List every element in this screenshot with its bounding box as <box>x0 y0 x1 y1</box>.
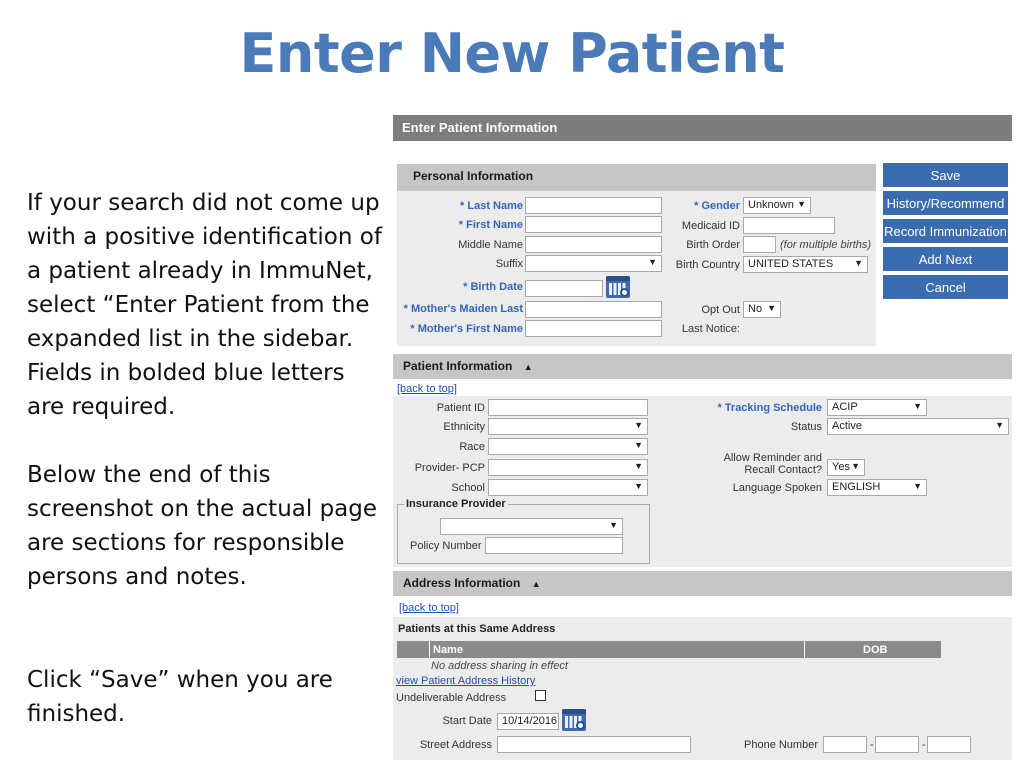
phone-line-input[interactable] <box>927 736 971 753</box>
middle-name-input[interactable] <box>525 236 662 253</box>
chevron-down-icon: ▼ <box>648 257 657 267</box>
section-title: Address Information <box>403 576 521 590</box>
slide-paragraph-1 <box>27 186 387 424</box>
opt-out-select[interactable]: No ▼ <box>743 301 781 318</box>
birth-country-select[interactable]: UNITED STATES ▼ <box>743 256 868 273</box>
last-notice-label: Last Notice: <box>681 323 740 335</box>
policy-number-label: Policy Number <box>410 540 482 552</box>
provider-pcp-select[interactable] <box>488 459 648 476</box>
chevron-down-icon: ▼ <box>995 420 1004 430</box>
back-to-top-link[interactable]: [back to top] <box>397 383 457 395</box>
medicaid-id-input[interactable] <box>743 217 835 234</box>
provider-pcp-label: Provider- PCP <box>414 462 485 474</box>
birth-date-label: * Birth Date <box>463 281 523 293</box>
policy-number-input[interactable] <box>485 537 623 554</box>
mothers-maiden-input[interactable] <box>525 301 662 318</box>
patient-id-label: Patient ID <box>436 402 485 414</box>
gender-select[interactable]: Unknown ▼ <box>743 197 811 214</box>
back-to-top-link[interactable]: [back to top] <box>399 602 459 614</box>
slide-title: Enter New Patient <box>239 22 785 85</box>
gender-label: * Gender <box>694 200 740 212</box>
chevron-down-icon: ▼ <box>609 520 618 530</box>
tracking-schedule-select[interactable]: ACIP ▼ <box>827 399 927 416</box>
patient-id-input[interactable] <box>488 399 648 416</box>
column-divider <box>804 641 805 658</box>
tracking-schedule-label: * Tracking Schedule <box>717 402 822 414</box>
view-address-history-link[interactable]: view Patient Address History <box>396 675 536 687</box>
first-name-label: * First Name <box>458 219 523 231</box>
calendar-icon[interactable] <box>562 709 586 731</box>
phone-prefix-input[interactable] <box>875 736 919 753</box>
suffix-select[interactable] <box>525 255 662 272</box>
birth-date-input[interactable] <box>525 280 603 297</box>
mothers-maiden-label: * Mother's Maiden Last <box>403 303 523 315</box>
school-select[interactable] <box>488 479 648 496</box>
race-select[interactable] <box>488 438 648 455</box>
slide-paragraph-3 <box>27 663 387 731</box>
section-title: Patient Information <box>403 359 513 373</box>
chevron-down-icon: ▼ <box>767 303 776 313</box>
start-date-input[interactable]: 10/14/2016 <box>497 713 559 730</box>
opt-out-label: Opt Out <box>701 304 740 316</box>
chevron-down-icon: ▼ <box>634 461 643 471</box>
school-label: School <box>451 482 485 494</box>
birth-order-input[interactable] <box>743 236 776 253</box>
personal-info-header: Personal Information <box>397 164 876 191</box>
cancel-button[interactable]: Cancel <box>883 275 1008 301</box>
race-label: Race <box>459 441 485 453</box>
col-dob-header[interactable]: DOB <box>863 644 888 656</box>
language-spoken-label: Language Spoken <box>732 482 822 494</box>
form-header: Enter Patient Information <box>393 115 1012 141</box>
mothers-first-input[interactable] <box>525 320 662 337</box>
undeliverable-label: Undeliverable Address <box>396 692 507 704</box>
ethnicity-label: Ethnicity <box>443 421 485 433</box>
insurance-provider-group <box>397 498 650 564</box>
allow-reminder-label: Allow Reminder and Recall Contact? <box>723 452 822 476</box>
last-name-label: * Last Name <box>460 200 523 212</box>
birth-country-label: Birth Country <box>675 259 740 271</box>
no-sharing-text: No address sharing in effect <box>431 660 568 672</box>
paragraph-text: Below the end of this screenshot on the actual page are sections for responsible persons and notes. <box>27 462 378 590</box>
birth-order-hint: (for multiple births) <box>780 239 872 251</box>
same-address-heading: Patients at this Same Address <box>398 623 556 635</box>
col-name-header[interactable]: Name <box>433 644 463 656</box>
collapse-icon: ▲ <box>523 362 533 372</box>
status-label: Status <box>790 421 822 433</box>
mothers-first-label: * Mother's First Name <box>410 323 523 335</box>
undeliverable-checkbox[interactable] <box>535 690 546 701</box>
street-address-input[interactable] <box>497 736 691 753</box>
calendar-icon[interactable] <box>606 276 630 298</box>
phone-separator: - <box>922 739 926 751</box>
address-info-header[interactable] <box>393 571 1012 596</box>
chevron-down-icon: ▼ <box>913 401 922 411</box>
chevron-down-icon: ▼ <box>634 440 643 450</box>
medicaid-id-label: Medicaid ID <box>681 220 740 232</box>
phone-separator: - <box>870 739 874 751</box>
phone-area-input[interactable] <box>823 736 867 753</box>
suffix-label: Suffix <box>495 258 523 270</box>
chevron-down-icon: ▼ <box>913 481 922 491</box>
collapse-icon: ▲ <box>531 579 541 589</box>
record-immunization-button[interactable]: Record Immunization <box>883 219 1008 245</box>
allow-reminder-select[interactable]: Yes ▼ <box>827 459 865 476</box>
save-button[interactable]: Save <box>883 163 1008 189</box>
status-select[interactable]: Active ▼ <box>827 418 1009 435</box>
patient-info-header[interactable] <box>393 354 1012 379</box>
chevron-down-icon: ▼ <box>854 258 863 268</box>
add-next-button[interactable]: Add Next <box>883 247 1008 273</box>
start-date-label: Start Date <box>442 715 492 727</box>
chevron-down-icon: ▼ <box>851 461 860 471</box>
patient-form-screenshot <box>393 115 1012 760</box>
middle-name-label: Middle Name <box>458 239 523 251</box>
chevron-down-icon: ▼ <box>634 481 643 491</box>
chevron-down-icon: ▼ <box>634 420 643 430</box>
history-recommend-button[interactable]: History/Recommend <box>883 191 1008 217</box>
paragraph-text: Click “Save” when you are finished. <box>27 667 333 727</box>
insurance-provider-legend: Insurance Provider <box>406 498 506 510</box>
address-table-header <box>397 641 941 658</box>
slide-paragraph-2 <box>27 458 387 594</box>
insurance-provider-select[interactable] <box>440 518 623 535</box>
first-name-input[interactable] <box>525 216 662 233</box>
paragraph-text: If your search did not come up with a positive identification of a patient already in ImmuNet, select “Enter Patient from the expanded list in the sidebar. Fields in bolded blue letters are required. <box>27 190 382 420</box>
ethnicity-select[interactable] <box>488 418 648 435</box>
street-address-label: Street Address <box>419 739 492 751</box>
phone-number-label: Phone Number <box>744 739 818 751</box>
chevron-down-icon: ▼ <box>797 199 806 209</box>
language-spoken-select[interactable]: ENGLISH ▼ <box>827 479 927 496</box>
last-name-input[interactable] <box>525 197 662 214</box>
birth-order-label: Birth Order <box>686 239 740 251</box>
column-divider <box>429 641 430 658</box>
